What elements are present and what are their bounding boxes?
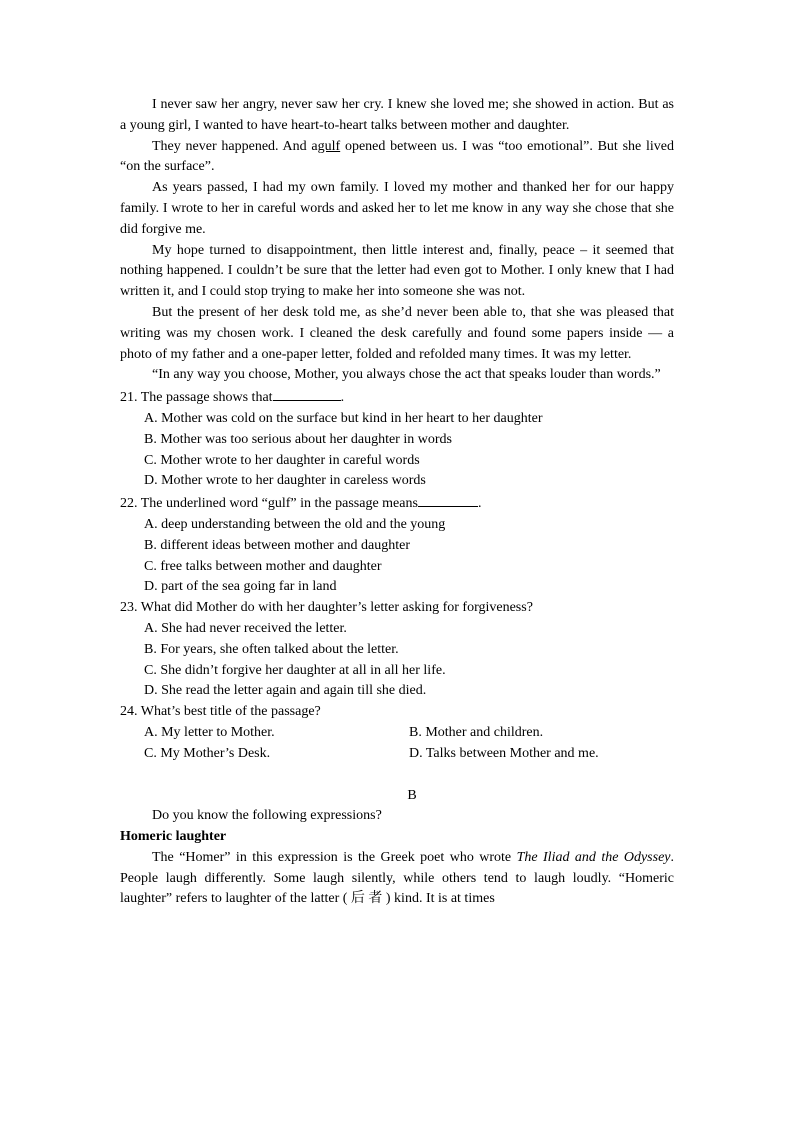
question-24-options-row-1 [120,723,674,744]
question-21-option-a: A. Mother was cold on the surface but kind in her heart to her daughter [144,410,543,426]
question-23-option-c: C. She didn’t forgive her daughter at all in all her life. [144,662,446,678]
question-21-option-d: D. Mother wrote to her daughter in careless words [144,473,426,489]
section-b-para-start: The “Homer” in this expression is the Greek poet who wrote [152,849,512,865]
passage-paragraph-3: As years passed, I had my own family. I loved my mother and thanked her for our happy family. I wrote to her in careful words and asked her to let me know in any way she chose that she did forgive me. [120,180,674,237]
question-22-option-d: D. part of the sea going far in land [144,579,337,595]
question-23-option-a: A. She had never received the letter. [144,620,347,636]
answer-blank [418,492,478,507]
question-24-option-c: C. My Mother’s Desk. [144,745,271,761]
underlined-word-gulf: gulf [317,138,341,154]
question-23-option-d: D. She read the letter again and again till she died. [144,683,427,699]
question-21-option-c: C. Mother wrote to her daughter in careful words [144,452,420,468]
question-24-stem: 24. What’s best title of the passage? [120,704,321,720]
passage-paragraph-2 [120,137,674,179]
question-24-option-d: D. Talks between Mother and me. [409,745,599,761]
passage-p2-start: They never happened. And a [152,138,318,154]
document-page [120,95,674,910]
question-21-period: . [340,390,345,406]
question-22-option-a: A. deep understanding between the old and the young [144,516,446,532]
question-21-option-b: B. Mother was too serious about her daughter in words [144,431,452,447]
passage-paragraph-5: But the present of her desk told me, as she’d never been able to, that she was pleased that writing was my chosen work. I cleaned the desk carefully and found some papers inside — a photo of my father and a one-paper letter, folded and refolded many times. It was my letter. [120,304,674,362]
question-22-option-c: C. free talks between mother and daughter [144,558,382,574]
question-21-stem [120,386,674,409]
passage-paragraph-6: “In any way you choose, Mother, you always chose the act that speaks louder than words.” [152,367,661,383]
book-title: The Iliad and the Odyssey [516,849,671,865]
passage-paragraph-1: I never saw her angry, never saw her cry. I knew she loved me; she showed in action. But as a young girl, I wanted to have heart-to-heart talks between mother and daughter. [120,97,674,133]
section-b-letter: B [407,787,417,803]
section-b-intro: Do you know the following expressions? [152,808,382,824]
question-24-option-a: A. My letter to Mother. [144,724,275,740]
answer-blank [273,386,341,401]
question-22-text: 22. The underlined word “gulf” in the passage means [120,496,418,512]
question-24-options-row-2 [120,744,674,765]
question-23-option-b: B. For years, she often talked about the letter. [144,641,399,657]
section-b-para-end: . People laugh differently. Some laugh silently, while others tend to laugh loudly. “Homeric laughter” refers to laughter of the latter ( 后 者 ) kind. It is at times [120,849,675,907]
question-22-period: . [477,496,482,512]
question-22-stem [120,492,674,515]
question-24-option-b: B. Mother and children. [409,724,544,740]
question-21-text: 21. The passage shows that [120,390,273,406]
passage-p2-end: opened between us. I was “too emotional”. But she lived “on the surface”. [120,138,675,175]
question-22-option-b: B. different ideas between mother and daughter [144,537,411,553]
section-b-heading: Homeric laughter [120,829,227,845]
section-b-paragraph [120,848,674,910]
question-23-stem: 23. What did Mother do with her daughter’s letter asking for forgiveness? [120,600,533,616]
passage-paragraph-4: My hope turned to disappointment, then little interest and, finally, peace – it seemed that nothing happened. I couldn’t be sure that the letter had even got to Mother. I only knew that I had written it, and I could stop trying to make her into someone she was not. [120,242,674,300]
